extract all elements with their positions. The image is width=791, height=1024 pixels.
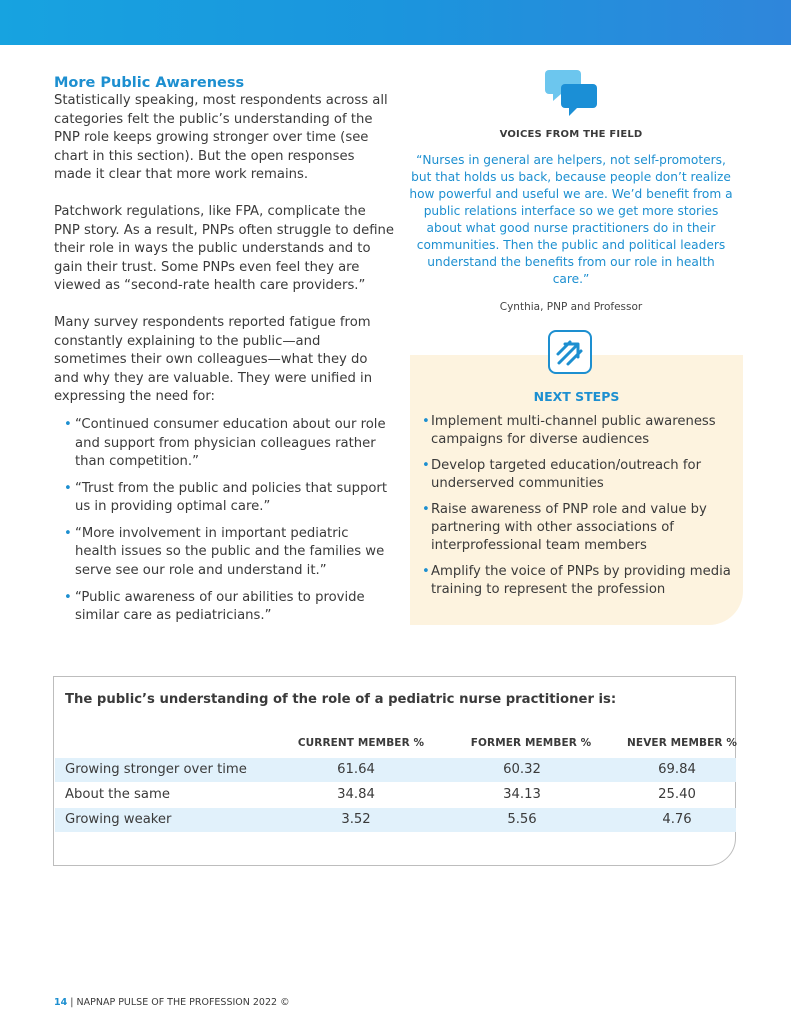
bullet-icon: • (422, 501, 430, 517)
need-list (54, 416, 394, 626)
paragraph-3: Many survey respondents reported fatigue from constantly explaining to the public—and sometimes their own colleagues—what they do and why they are valuable. They were unified in expressing the need for: (54, 314, 373, 405)
row-label: About the same (65, 787, 170, 802)
bullet-icon: • (422, 563, 430, 579)
cell-never: 69.84 (658, 762, 696, 777)
next-steps-title: NEXT STEPS (533, 389, 620, 404)
list-item: • Implement multi-channel public awareness campaigns for diverse audiences (422, 414, 716, 448)
top-header-band (0, 0, 791, 45)
list-item: • “More involvement in important pediatric health issues so the public and the families we serve see our role and understand it.” (64, 525, 385, 579)
cell-current: 34.84 (337, 787, 375, 802)
page-footer (54, 997, 290, 1008)
list-item: • “Continued consumer education about our role and support from physician colleagues rather than competition.” (64, 416, 386, 470)
row-label: Growing stronger over time (65, 762, 247, 777)
diagonal-arrows-icon (550, 332, 590, 372)
table-row (55, 783, 736, 807)
next-steps-list (422, 413, 740, 607)
bullet-icon: • (64, 525, 72, 541)
voices-label: VOICES FROM THE FIELD (499, 129, 643, 140)
cell-current: 3.52 (341, 812, 371, 827)
chat-bubbles-icon (541, 68, 601, 120)
column-header-former: FORMER MEMBER % (470, 737, 592, 749)
cell-former: 60.32 (503, 762, 541, 777)
column-header-never: NEVER MEMBER % (627, 737, 737, 749)
row-label: Growing weaker (65, 812, 172, 827)
table-row (55, 808, 736, 832)
quote-attribution: Cynthia, PNP and Professor (499, 301, 643, 313)
cell-former: 34.13 (503, 787, 541, 802)
cell-never: 4.76 (662, 812, 692, 827)
bullet-icon: • (422, 414, 430, 429)
cell-never: 25.40 (658, 787, 696, 802)
table-title: The public’s understanding of the role of a pediatric nurse practitioner is: (65, 692, 617, 707)
footer-text: NAPNAP PULSE OF THE PROFESSION 2022 © (76, 997, 290, 1008)
page-number: 14 (54, 997, 68, 1008)
paragraph-1: Statistically speaking, most respondents across all categories felt the public’s understanding of the PNP role keeps growing stronger over time (see chart in this section). But the open responses made it clear that more work remains. (54, 93, 388, 183)
understanding-table (53, 676, 736, 866)
list-item: • Amplify the voice of PNPs by providing media training to represent the profession (422, 563, 731, 598)
bullet-icon: • (64, 589, 72, 605)
paragraph-2: Patchwork regulations, like FPA, complicate the PNP story. As a result, PNPs often struggle to define their role in ways the public understands and to gain their trust. Some PNPs even feel they are viewed as “second-rate health care providers.” (54, 203, 394, 294)
section-title: More Public Awareness (54, 75, 245, 91)
bullet-icon: • (64, 416, 72, 432)
bullet-icon: • (64, 480, 72, 496)
column-header-current: CURRENT MEMBER % (297, 737, 425, 749)
list-item: • Raise awareness of PNP role and value by partnering with other associations of interprofessional team members (422, 501, 707, 554)
bullet-icon: • (422, 457, 430, 473)
diagonal-arrows-icon (548, 330, 592, 374)
list-item: • “Public awareness of our abilities to provide similar care as pediatricians.” (64, 589, 365, 624)
table-row (55, 758, 736, 782)
list-item: • Develop targeted education/outreach for underserved communities (422, 457, 701, 492)
list-item: • “Trust from the public and policies that support us in providing optimal care.” (64, 480, 388, 515)
left-column (54, 74, 394, 634)
quote-text: “Nurses in general are helpers, not self-promoters, but that holds us back, because people don’t realize how powerful and useful we are. We’d benefit from a public relations interface so we get more stories about what good nurse practitioners do in their communities. Then the public and political leaders understand the benefits from our role in health care.” (409, 153, 733, 286)
voices-from-the-field (408, 68, 734, 314)
cell-current: 61.64 (337, 762, 375, 777)
footer-separator: | (70, 997, 74, 1008)
cell-former: 5.56 (507, 812, 537, 827)
